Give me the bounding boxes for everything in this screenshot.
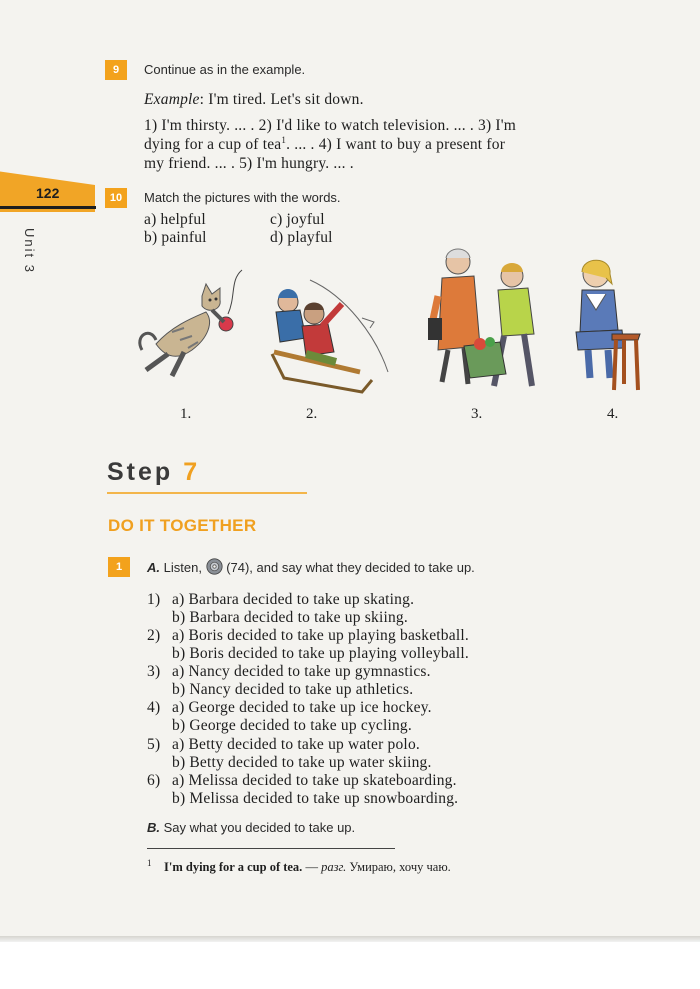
part-b-label: B. (147, 820, 160, 835)
item-6-a: a) Melissa decided to take up skateboarding. (172, 772, 457, 789)
part-b-text: Say what you decided to take up. (163, 820, 356, 835)
footnote-translation: Умираю, хочу чаю. (346, 860, 451, 875)
item-5-number: 5) (147, 736, 161, 753)
step-word: Step (107, 458, 174, 486)
exercise-9-instruction: Continue as in the example. (144, 62, 306, 77)
exercise-10-instruction: Match the pictures with the words. (144, 190, 341, 205)
item-6-number: 6) (147, 772, 161, 789)
item-1-a: a) Barbara decided to take up skating. (172, 591, 415, 608)
footnote-phrase: I'm dying for a cup of tea. (164, 860, 303, 875)
line-2a: dying for a cup of tea (144, 136, 282, 154)
exercise-10-number: 10 (105, 188, 127, 208)
footnote-mark: 1 (147, 858, 152, 868)
exercise-1-part-a (147, 558, 475, 575)
item-4-a: a) George decided to take up ice hockey. (172, 699, 432, 716)
item-3-number: 3) (147, 663, 161, 680)
exercise-9-number: 9 (105, 60, 127, 80)
item-5-b: b) Betty decided to take up water skiing. (172, 754, 432, 771)
item-2-a: a) Boris decided to take up playing basketball. (172, 627, 469, 644)
exercise-9-line-3: my friend. ... . 5) I'm hungry. ... . (144, 155, 354, 172)
line-2b: . ... . 4) I want to buy a present for (286, 136, 506, 154)
sledge-picture (266, 276, 394, 398)
footnote-rule (147, 848, 395, 849)
part-a-label: A. (147, 560, 160, 575)
item-2-b: b) Boris decided to take up playing volleyball. (172, 645, 469, 662)
section-title: DO IT TOGETHER (108, 516, 257, 535)
picture-label-2: 2. (306, 406, 318, 422)
item-6-b: b) Melissa decided to take up snowboarding. (172, 790, 459, 807)
part-a-post: (74), and say what they decided to take up. (226, 560, 475, 575)
exercise-1-part-b (147, 820, 355, 835)
item-4-number: 4) (147, 699, 161, 716)
part-a-pre: Listen, (163, 560, 202, 575)
step-underline (107, 492, 307, 494)
helping-picture (424, 246, 554, 398)
item-5-a: a) Betty decided to take up water polo. (172, 736, 420, 753)
pain-picture (568, 254, 648, 398)
footnote-dash: — (302, 860, 322, 875)
exercise-9-line-1: 1) I'm thirsty. ... . 2) I'd like to watch television. ... . 3) I'm (144, 117, 517, 134)
example-label: Example (144, 91, 200, 108)
step-number: 7 (183, 458, 201, 486)
page-number: 122 (36, 185, 60, 201)
footnote-ref: 1 (281, 135, 287, 145)
word-c: c) joyful (270, 211, 325, 228)
tab-rule (0, 206, 96, 209)
word-a: a) helpful (144, 211, 206, 228)
unit-label: Unit 3 (22, 228, 37, 274)
word-b: b) painful (144, 229, 207, 246)
item-4-b: b) George decided to take up cycling. (172, 717, 412, 734)
item-3-b: b) Nancy decided to take up athletics. (172, 681, 414, 698)
page-edge (0, 936, 700, 942)
picture-label-3: 3. (471, 406, 483, 422)
picture-label-4: 4. (607, 406, 619, 422)
item-1-b: b) Barbara decided to take up skiing. (172, 609, 408, 626)
item-3-a: a) Nancy decided to take up gymnastics. (172, 663, 431, 680)
word-d: d) playful (270, 229, 333, 246)
footnote-note: разг. (321, 860, 347, 875)
item-1-number: 1) (147, 591, 161, 608)
exercise-9-example (144, 91, 364, 109)
footnote (147, 858, 451, 875)
exercise-9-line-2 (144, 135, 505, 154)
cat-picture (132, 266, 252, 398)
example-text: : I'm tired. Let's sit down. (199, 91, 364, 108)
picture-label-1: 1. (180, 406, 192, 422)
audio-disc-icon[interactable] (206, 558, 223, 575)
step-heading (107, 458, 200, 487)
exercise-1-number: 1 (108, 557, 130, 577)
item-2-number: 2) (147, 627, 161, 644)
